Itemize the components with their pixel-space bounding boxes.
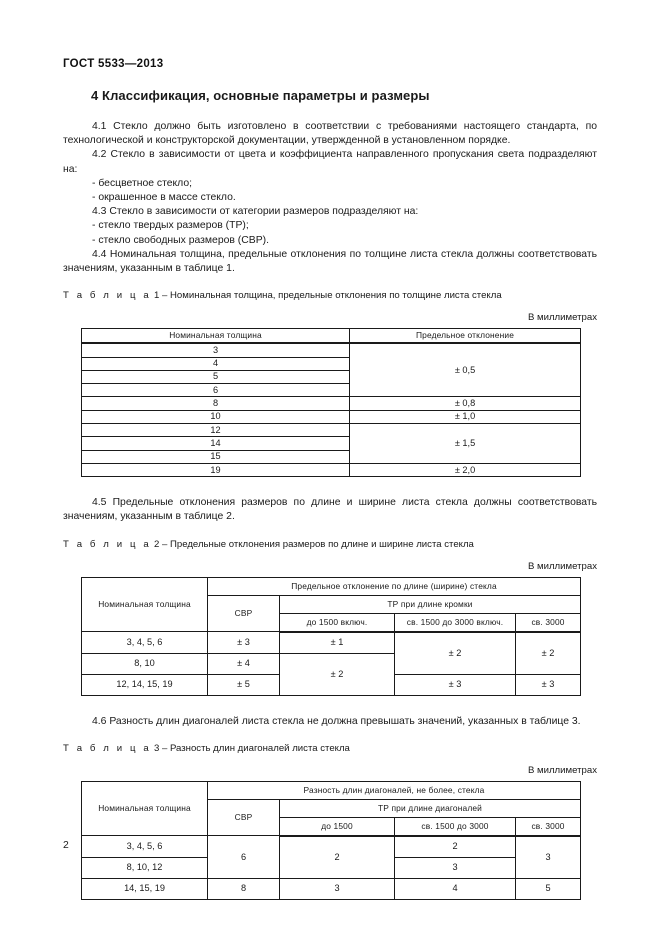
table-3-caption <box>63 742 597 755</box>
table-3-header-thickness: Номинальная толщина <box>82 781 208 836</box>
table-1-cell-thickness: 10 <box>82 410 350 423</box>
table-3-cell-svr: 6 <box>208 836 280 879</box>
table-3-caption-number: 3 <box>153 742 160 754</box>
table-1-caption-word: Т а б л и ц а <box>63 290 152 302</box>
table-1-cell-thickness: 3 <box>82 343 350 357</box>
table-2-header-edge-1500-3000: св. 1500 до 3000 включ. <box>395 613 516 632</box>
table-1-cell-thickness: 19 <box>82 463 350 476</box>
paragraph-4-5: 4.5 Предельные отклонения размеров по длине и ширине листа стекла должны соответствовать значениям, указанным в таблице 2. <box>63 497 597 523</box>
table-1-header-deviation: Предельное отклонение <box>350 329 581 344</box>
table-3-caption-word: Т а б л и ц а <box>63 742 152 754</box>
paragraph-4-1: 4.1 Стекло должно быть изготовлено в соответствии с требованиями настоящего стандарта, по технологической и конструкторской документации, утвержденной в установленном порядке. <box>63 121 597 147</box>
paragraph-4-2: 4.2 Стекло в зависимости от цвета и коэффициента направленного пропускания света подразделяют на: <box>63 149 597 175</box>
paragraph-4-3: 4.3 Стекло в зависимости от категории размеров подразделяют на: <box>92 206 419 218</box>
list-item-free-size-glass: - стекло свободных размеров (СВР). <box>92 234 269 246</box>
table-2-cell-c3: ± 2 <box>516 632 581 675</box>
table-3-header-tr: ТР при длине диагоналей <box>280 799 581 817</box>
table-row <box>82 463 581 476</box>
table-1-cell-deviation: ± 0,8 <box>350 397 581 410</box>
table-2-header-edge-to-1500: до 1500 включ. <box>280 613 395 632</box>
table-1-header-thickness: Номинальная толщина <box>82 329 350 344</box>
table-2-cell-c2: ± 3 <box>395 674 516 695</box>
table-3-header-diag-1500-3000: св. 1500 до 3000 <box>395 817 516 836</box>
table-1-cell-thickness: 4 <box>82 357 350 370</box>
table-1-cell-thickness: 15 <box>82 450 350 463</box>
page-content <box>63 0 597 900</box>
table-1-cell-deviation: ± 1,5 <box>350 424 581 464</box>
table-2-length-width-deviation <box>81 577 581 696</box>
table-2-cell-c2: ± 2 <box>395 632 516 675</box>
page-title: 4 Классификация, основные параметры и размеры <box>91 88 430 103</box>
table-row <box>82 397 581 410</box>
table-3-cell-c2: 4 <box>395 878 516 899</box>
table-1-body <box>82 343 581 476</box>
table-2-header-svr: СВР <box>208 595 280 632</box>
table-3-cell-c3: 5 <box>516 878 581 899</box>
table-row <box>82 632 581 654</box>
table-2-cell-thickness: 8, 10 <box>82 653 208 674</box>
table-3-header-diag-to-1500: до 1500 <box>280 817 395 836</box>
table-3-header-svr: СВР <box>208 799 280 836</box>
table-1-caption-text: – Номинальная толщина, предельные отклонения по толщине листа стекла <box>161 290 502 302</box>
paragraph-4-4: 4.4 Номинальная толщина, предельные отклонения по толщине листа стекла должны соответствовать значениям, указанным в таблице 1. <box>63 248 597 275</box>
table-2-body <box>82 632 581 696</box>
table-3-diagonal-difference <box>81 781 581 900</box>
list-item-fixed-size-glass: - стекло твердых размеров (ТР); <box>92 220 249 232</box>
table-3-cell-thickness: 8, 10, 12 <box>82 857 208 878</box>
table-1-header-row <box>82 329 581 344</box>
table-2-cell-c1: ± 1 <box>280 632 395 654</box>
table-3-body <box>82 836 581 900</box>
table-1-cell-deviation: ± 1,0 <box>350 410 581 423</box>
table-3-cell-c2: 2 <box>395 836 516 858</box>
table-1-cell-thickness: 5 <box>82 370 350 383</box>
table-3-cell-thickness: 3, 4, 5, 6 <box>82 836 208 858</box>
list-item-mass-colored-glass: - окрашенное в массе стекло. <box>92 192 236 204</box>
table-2-caption-word: Т а б л и ц а <box>63 538 152 550</box>
page-number: 2 <box>63 840 69 851</box>
table-2-cell-c3: ± 3 <box>516 674 581 695</box>
list-item-colorless-glass: - бесцветное стекло; <box>92 177 193 189</box>
table-2-cell-c1: ± 2 <box>280 653 395 695</box>
table-2-cell-thickness: 3, 4, 5, 6 <box>82 632 208 654</box>
table-1-cell-thickness: 12 <box>82 424 350 437</box>
table-3-caption-text: – Разность длин диагоналей листа стекла <box>161 742 350 754</box>
table-row <box>82 836 581 858</box>
table-row <box>82 410 581 423</box>
table-1-thickness-deviation <box>81 328 581 477</box>
table-2-caption-number: 2 <box>153 538 160 550</box>
table-2-header-edge-over-3000: св. 3000 <box>516 613 581 632</box>
table-1-caption-number: 1 <box>153 290 160 302</box>
table-2-cell-svr: ± 3 <box>208 632 280 654</box>
table-2-units-note: В миллиметрах <box>527 560 597 572</box>
table-2-header-group: Предельное отклонение по длине (ширине) стекла <box>208 577 581 595</box>
table-2-caption-text: – Предельные отклонения размеров по длине и ширине листа стекла <box>161 538 474 550</box>
table-1-cell-thickness: 6 <box>82 384 350 397</box>
table-3-units-note: В миллиметрах <box>527 764 597 776</box>
table-3-header-row-1 <box>82 781 581 799</box>
table-2-cell-svr: ± 5 <box>208 674 280 695</box>
table-3-cell-c2: 3 <box>395 857 516 878</box>
table-row <box>82 424 581 437</box>
table-3-cell-thickness: 14, 15, 19 <box>82 878 208 899</box>
table-3-header-diag-over-3000: св. 3000 <box>516 817 581 836</box>
table-1-cell-thickness: 14 <box>82 437 350 450</box>
table-1-units-note: В миллиметрах <box>527 312 597 324</box>
table-3-cell-svr: 8 <box>208 878 280 899</box>
table-1-cell-deviation: ± 0,5 <box>350 343 581 397</box>
table-2-cell-thickness: 12, 14, 15, 19 <box>82 674 208 695</box>
standard-reference: ГОСТ 5533—2013 <box>63 58 164 70</box>
table-2-caption <box>63 538 597 551</box>
table-1-cell-deviation: ± 2,0 <box>350 463 581 476</box>
table-3-header-group: Разность длин диагоналей, не более, стекла <box>208 781 581 799</box>
table-3-cell-c1: 2 <box>280 836 395 879</box>
table-1-cell-thickness: 8 <box>82 397 350 410</box>
table-3-cell-c1: 3 <box>280 878 395 899</box>
table-2-header-thickness: Номинальная толщина <box>82 577 208 632</box>
table-2-header-row-1 <box>82 577 581 595</box>
table-row <box>82 343 581 357</box>
table-row <box>82 878 581 899</box>
paragraph-4-6: 4.6 Разность длин диагоналей листа стекла не должна превышать значений, указанных в таблице 3. <box>92 715 581 727</box>
table-2-header-tr: ТР при длине кромки <box>280 595 581 613</box>
table-1-caption <box>63 289 597 302</box>
table-3-cell-c3: 3 <box>516 836 581 879</box>
table-2-cell-svr: ± 4 <box>208 653 280 674</box>
